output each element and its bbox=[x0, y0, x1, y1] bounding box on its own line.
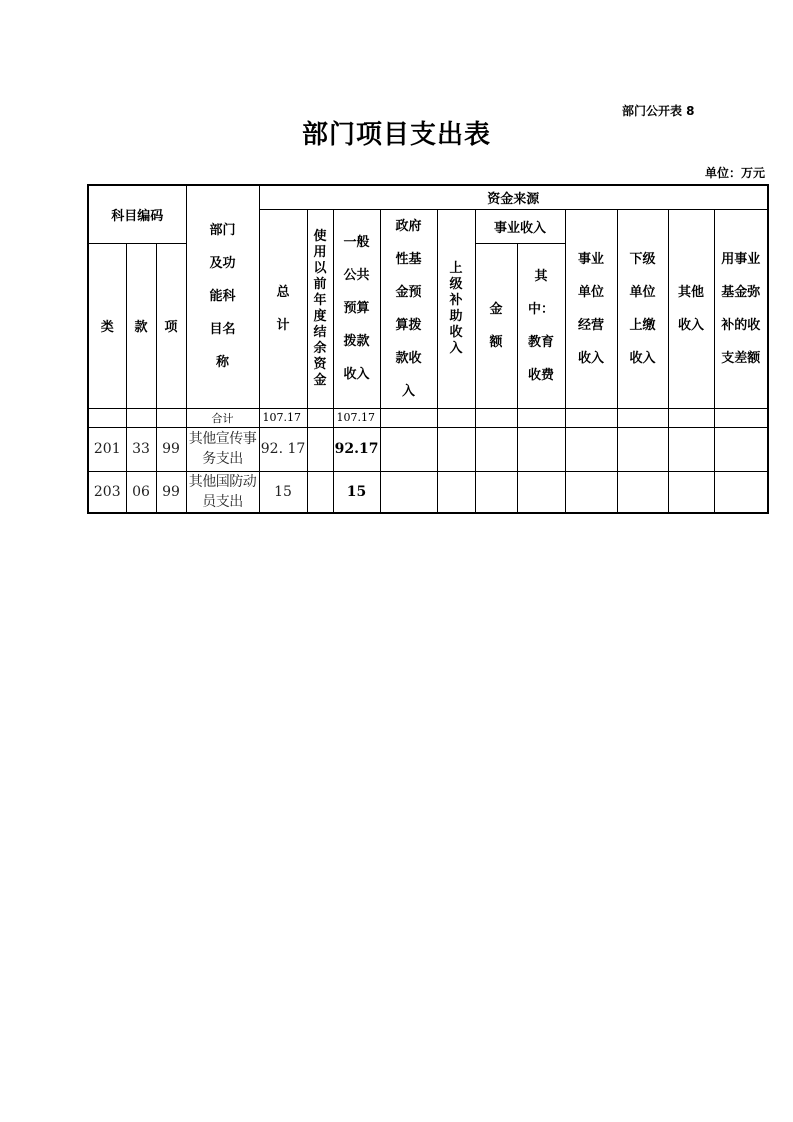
fund-sources-header: 资金来源 bbox=[259, 185, 768, 209]
kuan-header: 款 bbox=[126, 243, 156, 408]
row-kuan: 33 bbox=[126, 427, 156, 471]
page-title: 部门项目支出表 bbox=[301, 120, 491, 150]
general-budget-header: 一般 公共 预算 拨款 收入 bbox=[333, 209, 380, 408]
unit-label: 单位：万元 bbox=[704, 166, 765, 180]
subject-code-header: 科目编码 bbox=[88, 185, 186, 243]
row-lei: 201 bbox=[88, 427, 126, 471]
row-xiang: 99 bbox=[156, 427, 186, 471]
superior-subsidy-header: 上 级 补 助 收 入 bbox=[437, 209, 475, 408]
row-general-budget: 92.17 bbox=[333, 427, 380, 471]
total-header: 总 计 bbox=[259, 209, 307, 408]
row-name: 其他国防动员支出 bbox=[186, 471, 259, 513]
row-lei: 203 bbox=[88, 471, 126, 513]
row-general-budget: 15 bbox=[333, 471, 380, 513]
fund-offset-header: 用事业 基金弥 补的收 支差额 bbox=[714, 209, 768, 408]
table-row bbox=[88, 427, 768, 471]
dept-name-header: 部门 及功 能科 目名 称 bbox=[186, 185, 259, 408]
row-name: 其他宣传事务支出 bbox=[186, 427, 259, 471]
gov-fund-header: 政府 性基 金预 算拨 款收 入 bbox=[380, 209, 437, 408]
prior-balance-header: 使 用 以 前 年 度 结 余 资 金 bbox=[307, 209, 333, 408]
lei-header: 类 bbox=[88, 243, 126, 408]
xiang-header: 项 bbox=[156, 243, 186, 408]
row-kuan: 06 bbox=[126, 471, 156, 513]
total-row bbox=[88, 408, 768, 427]
total-row-label: 合计 bbox=[186, 408, 259, 427]
table-row bbox=[88, 471, 768, 513]
amount-header: 金 额 bbox=[475, 243, 517, 408]
form-number: 部门公开表 8 bbox=[622, 104, 695, 118]
business-income-header: 事业收入 bbox=[475, 209, 565, 243]
row-xiang: 99 bbox=[156, 471, 186, 513]
lower-unit-income-header: 下级 单位 上缴 收入 bbox=[617, 209, 668, 408]
total-row-general-budget: 107.17 bbox=[333, 408, 380, 427]
other-income-header: 其他 收入 bbox=[668, 209, 714, 408]
edu-fee-header: 其 中： 教育 收费 bbox=[517, 243, 565, 408]
total-row-total: 107.17 bbox=[259, 408, 307, 427]
row-total: 92. 17 bbox=[259, 427, 307, 471]
expenditure-table bbox=[87, 184, 769, 514]
operating-income-header: 事业 单位 经营 收入 bbox=[565, 209, 617, 408]
row-total: 15 bbox=[259, 471, 307, 513]
